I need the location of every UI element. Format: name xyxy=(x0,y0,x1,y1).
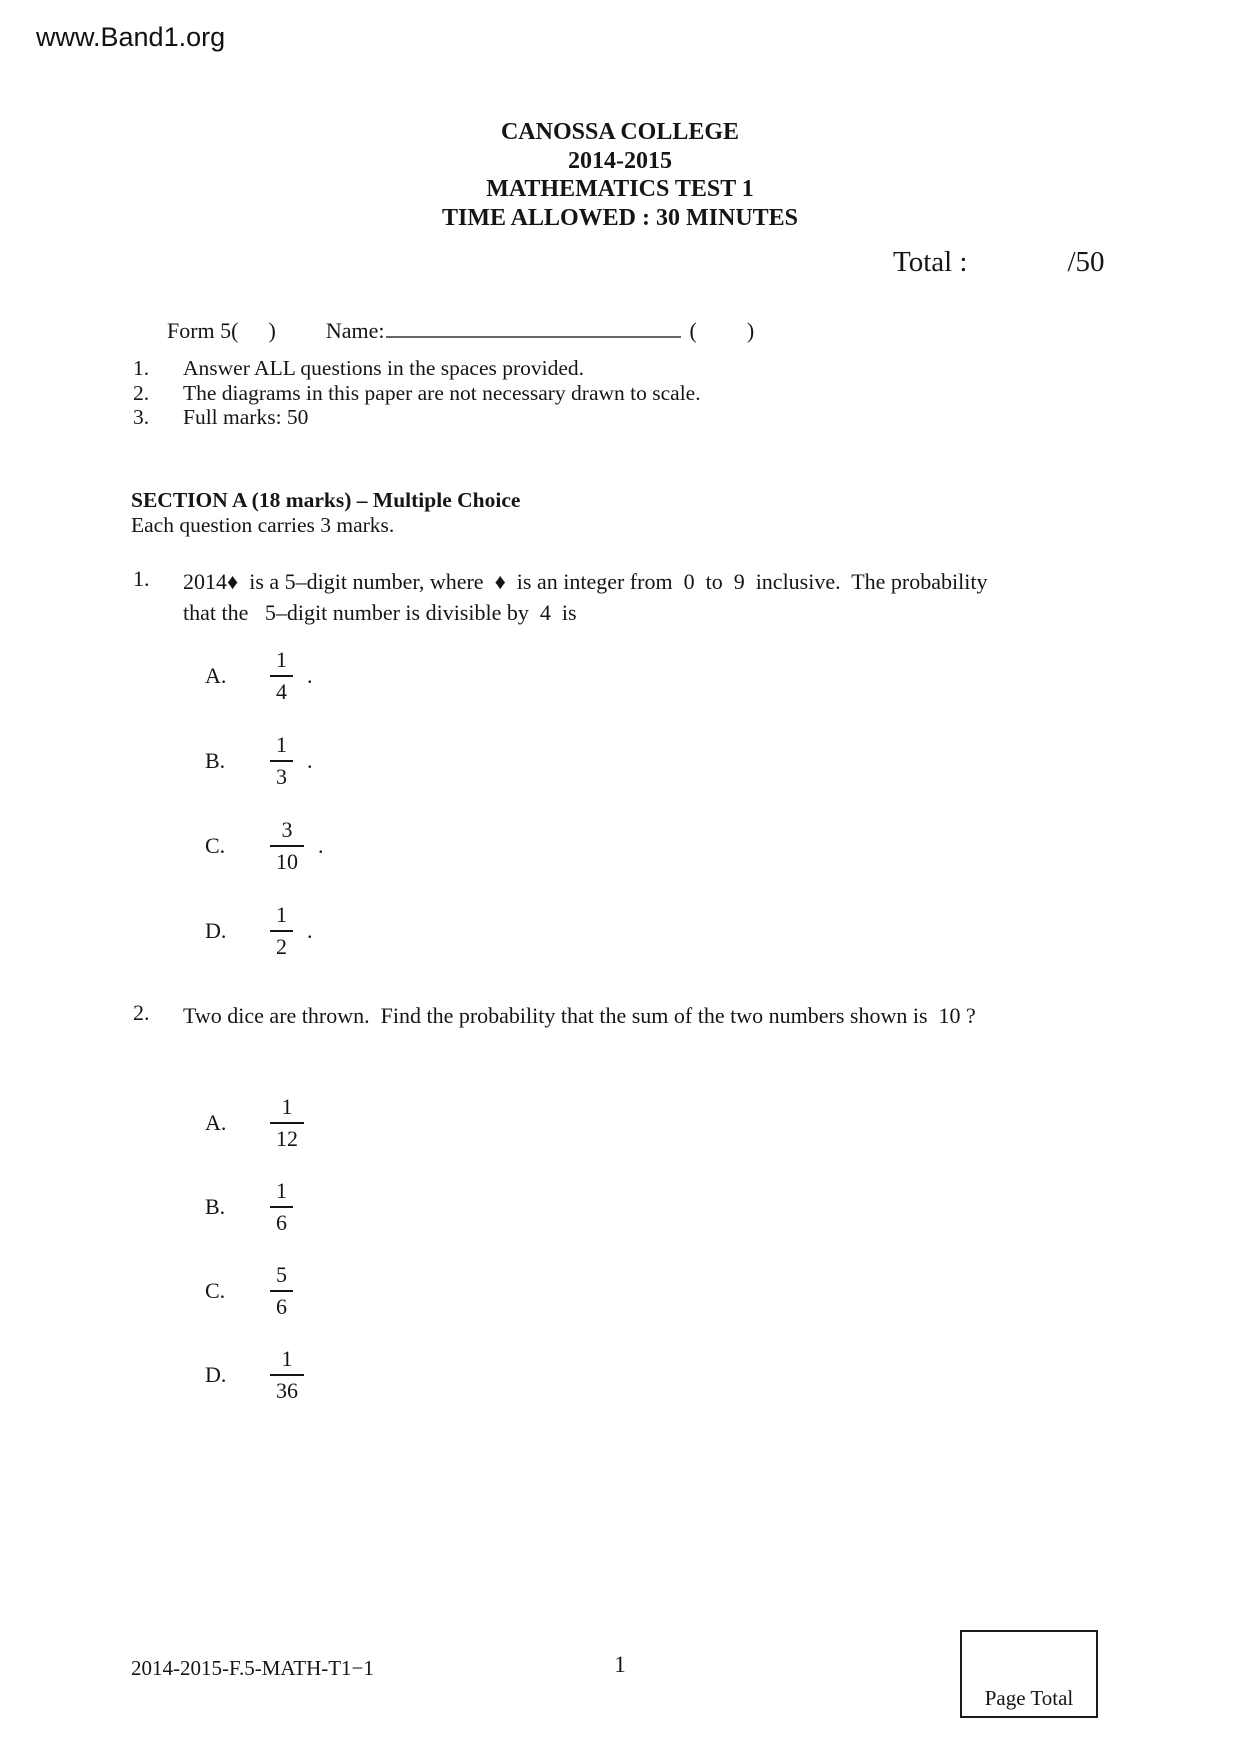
total-label: Total : xyxy=(893,246,968,278)
choice-period: . xyxy=(307,748,313,773)
page-total-label: Page Total xyxy=(984,1686,1074,1710)
choice-label: D. xyxy=(205,1362,227,1387)
fraction xyxy=(270,903,293,959)
fraction-numerator: 1 xyxy=(276,1177,287,1203)
school-year: 2014-2015 xyxy=(568,147,672,174)
fraction-denominator: 10 xyxy=(276,849,298,874)
choice-label: A. xyxy=(205,663,227,688)
question-2-line-1: Two dice are thrown. Find the probability that the sum of the two numbers shown is 10 ? xyxy=(183,1003,976,1028)
question-2-number: 2. xyxy=(133,1000,150,1025)
total-score-row xyxy=(893,246,1105,279)
question-1-number: 1. xyxy=(133,566,150,591)
fraction xyxy=(270,1347,304,1403)
choice-2a xyxy=(205,1095,304,1151)
question-2 xyxy=(133,1000,976,1031)
choice-1a xyxy=(205,648,324,704)
form-close-paren: ) xyxy=(268,318,276,343)
fraction-numerator: 1 xyxy=(276,731,287,757)
choice-label: C. xyxy=(205,1278,226,1303)
footer-page-number: 1 xyxy=(614,1652,626,1677)
question-1-text xyxy=(183,566,987,628)
instruction-number: 1. xyxy=(133,356,150,380)
choice-label: C. xyxy=(205,833,226,858)
choice-2d xyxy=(205,1347,304,1403)
section-a-heading xyxy=(131,488,520,538)
instructions-list xyxy=(133,356,701,430)
footer-document-code: 2014-2015-F.5-MATH-T1−1 xyxy=(131,1656,374,1680)
fraction xyxy=(270,1263,293,1319)
fraction-numerator: 3 xyxy=(281,816,293,842)
instruction-item xyxy=(133,356,701,381)
form-label: Form 5( xyxy=(167,318,239,343)
fraction xyxy=(270,733,293,789)
fraction-denominator: 36 xyxy=(276,1378,298,1403)
paper-header xyxy=(0,118,1240,232)
fraction-numerator: 5 xyxy=(276,1261,287,1287)
fraction-numerator: 1 xyxy=(276,646,287,672)
choice-period: . xyxy=(307,918,313,943)
class-number-open-paren: ( xyxy=(689,318,697,343)
fraction xyxy=(270,1179,293,1235)
section-a-title: SECTION A (18 marks) – Multiple Choice xyxy=(131,488,521,512)
choice-1d xyxy=(205,903,324,959)
fraction-denominator: 3 xyxy=(276,764,287,789)
fraction-numerator: 1 xyxy=(281,1345,293,1371)
choice-1b xyxy=(205,733,324,789)
question-1-line-2: that the 5–digit number is divisible by 4 is xyxy=(183,600,577,625)
question-1-line-1: 2014♦ is a 5–digit number, where ♦ is an integer from 0 to 9 inclusive. The probability xyxy=(183,569,988,594)
choice-1c xyxy=(205,818,324,874)
choice-label: B. xyxy=(205,748,226,773)
name-blank-line xyxy=(386,314,681,338)
choice-2b xyxy=(205,1179,304,1235)
instruction-text: Answer ALL questions in the spaces provided. xyxy=(183,356,585,380)
instruction-item xyxy=(133,405,701,430)
question-1-choices xyxy=(205,648,324,988)
watermark-url: www.Band1.org xyxy=(36,22,226,52)
section-a-subheading: Each question carries 3 marks. xyxy=(131,513,395,537)
fraction-denominator: 6 xyxy=(276,1294,287,1319)
fraction xyxy=(270,818,304,874)
choice-2c xyxy=(205,1263,304,1319)
choice-period: . xyxy=(318,833,324,858)
choice-label: A. xyxy=(205,1110,227,1135)
page-total-box xyxy=(960,1630,1098,1718)
choice-label: D. xyxy=(205,918,227,943)
choice-period: . xyxy=(307,663,313,688)
instruction-number: 2. xyxy=(133,380,150,405)
choice-label: B. xyxy=(205,1194,226,1219)
fraction-denominator: 4 xyxy=(276,679,287,704)
instruction-number: 3. xyxy=(133,405,150,429)
fraction xyxy=(270,1095,304,1151)
school-name: CANOSSA COLLEGE xyxy=(500,119,740,145)
question-2-choices xyxy=(205,1095,304,1431)
fraction-numerator: 1 xyxy=(281,1093,293,1119)
fraction-denominator: 2 xyxy=(276,934,287,959)
question-2-text xyxy=(183,1000,976,1031)
instruction-text: Full marks: 50 xyxy=(183,405,309,429)
total-score-denominator: /50 xyxy=(1067,246,1105,278)
test-title: MATHEMATICS TEST 1 xyxy=(486,176,754,202)
time-allowed: TIME ALLOWED : 30 MINUTES xyxy=(441,204,799,231)
instruction-text: The diagrams in this paper are not necessary drawn to scale. xyxy=(183,380,701,405)
class-number-close-paren: ) xyxy=(746,318,755,343)
instruction-item xyxy=(133,381,701,406)
fraction xyxy=(270,648,293,704)
question-1 xyxy=(133,566,987,628)
name-label: Name: xyxy=(325,318,385,343)
fraction-denominator: 12 xyxy=(276,1126,298,1151)
fraction-numerator: 1 xyxy=(276,901,287,927)
fraction-denominator: 6 xyxy=(276,1210,287,1235)
